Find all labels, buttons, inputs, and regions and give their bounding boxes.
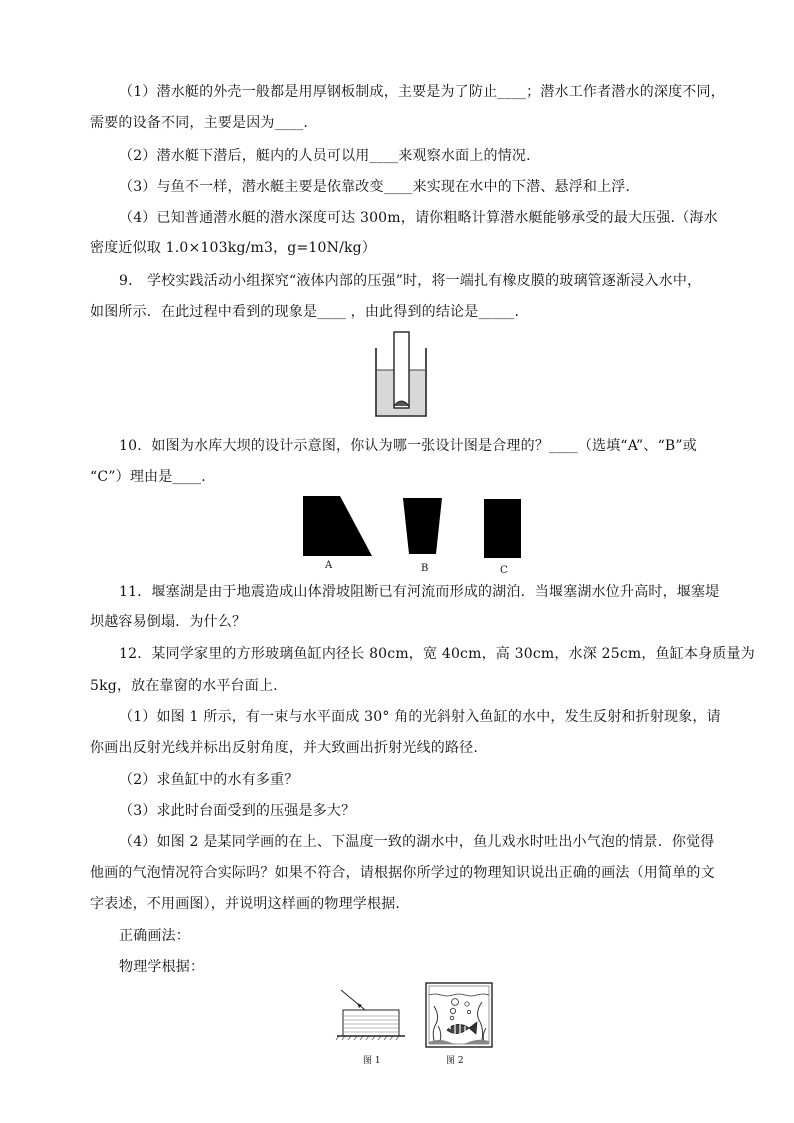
bubble-medium: [450, 1008, 455, 1013]
q11-line2: 坝越容易倒塌．为什么？: [90, 614, 247, 630]
answer-physics-basis: 物理学根据：: [119, 959, 205, 975]
figure2-label: 图 2: [446, 1056, 464, 1066]
q8-part1-line1: （1）潜水艇的外壳一般都是用厚钢板制成，主要是为了防止____；潜水工作者潜水的深度不同，: [119, 84, 725, 100]
fish-tank-light-figure: [335, 988, 407, 1048]
q8-part2: （2）潜水艇下潜后，艇内的人员可以用____来观察水面上的情况.: [119, 148, 531, 164]
dam-label-b: B: [421, 563, 429, 574]
dam-label-c: C: [500, 565, 508, 576]
q12-part3: （3）求此时台面受到的压强是多大？: [119, 803, 356, 819]
dam-designs-figure: [300, 494, 530, 578]
dam-shape-b: [403, 498, 442, 554]
q12-part2: （2）求鱼缸中的水有多重？: [119, 772, 299, 788]
q12-part1-line1: （1）如图 1 所示，有一束与水平面成 30° 角的光斜射入鱼缸的水中，发生反射和折射现象，请: [119, 709, 721, 725]
q10-line2: “C”）理由是____.: [90, 469, 206, 485]
q8-part3: （3）与鱼不一样，潜水艇主要是依靠改变____来实现在水中的下潜、悬浮和上浮.: [119, 179, 631, 195]
q12-part4-line3: 字表述，不用画图），并说明这样画的物理学根据.: [90, 896, 401, 912]
dam-shape-c: [484, 499, 521, 558]
beaker-figure: [372, 330, 430, 422]
answer-correct-method: 正确画法：: [119, 928, 190, 944]
q11-line1: 11．堰塞湖是由于地震造成山体滑坡阻断已有河流而形成的湖泊．当堰塞湖水位升高时，堰塞堤: [119, 584, 720, 600]
light-ray: [341, 990, 365, 1010]
fish-bubbles-figure: [425, 982, 493, 1048]
q12-line2: 5kg，放在靠窗的水平台面上.: [90, 678, 278, 694]
q12-part4-line1: （4）如图 2 是某同学画的在上、下温度一致的湖水中，鱼儿戏水时吐出小气泡的情景．你觉得: [119, 834, 715, 850]
dam-shape-a: [303, 496, 372, 556]
dam-label-a: A: [325, 560, 333, 571]
figure1-label: 图 1: [363, 1056, 381, 1066]
q8-part4-line1: （4）已知普通潜水艇的潜水深度可达 300m，请你粗略计算潜水艇能够承受的最大压强.（海水: [119, 210, 718, 226]
bubble-small: [450, 1016, 454, 1020]
q12-line1: 12．某同学家里的方形玻璃鱼缸内径长 80cm，宽 40cm，高 30cm，水深 25cm，鱼缸本身质量为: [119, 646, 755, 662]
glass-tube: [394, 332, 409, 408]
q9-line1: 9． 学校实践活动小组探究“液体内部的压强”时，将一端扎有橡皮膜的玻璃管逐渐浸入水中，: [119, 273, 702, 289]
q12-part1-line2: 你画出反射光线并标出反射角度，并大致画出折射光线的路径.: [90, 740, 479, 756]
q8-part4-line2: 密度近似取 1.0×103kg/m3，g=10N/kg）: [90, 240, 377, 256]
q12-part4-line2: 他画的气泡情况符合实际吗？如果不符合，请根据你所学过的物理知识说出正确的画法（用简单的文: [90, 865, 715, 881]
q10-line1: 10．如图为水库大坝的设计示意图，你认为哪一张设计图是合理的？____（选填“A”、“B”或: [119, 438, 697, 454]
bubble-large: [452, 999, 459, 1006]
q9-line2: 如图所示．在此过程中看到的现象是____ ，由此得到的结论是_____.: [90, 304, 520, 320]
q8-part1-line2: 需要的设备不同，主要是因为____.: [90, 115, 309, 131]
